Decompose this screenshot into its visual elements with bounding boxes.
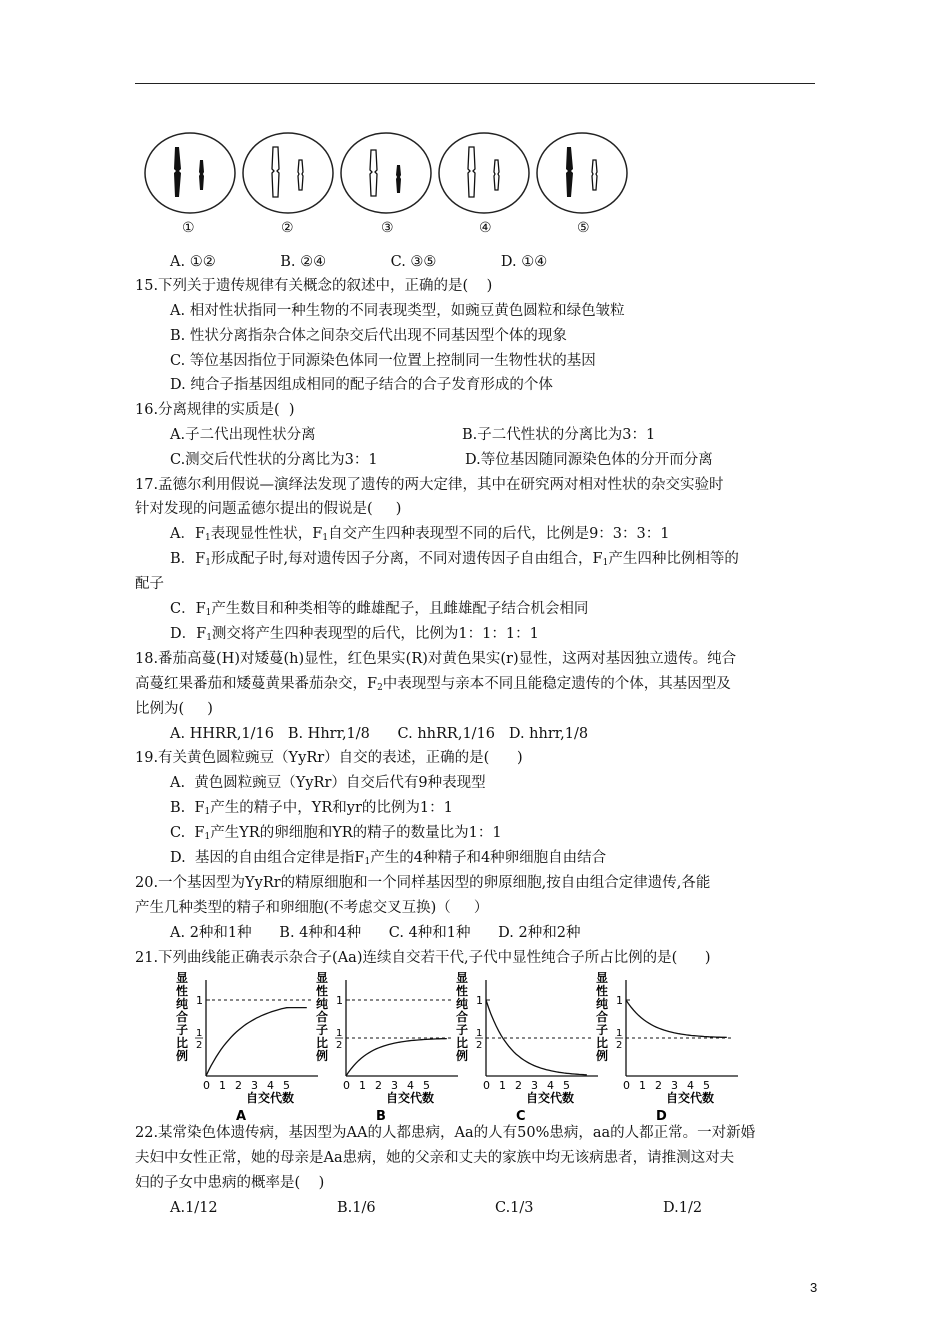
cell-5 <box>537 133 627 213</box>
y-axis-label-char: 合 <box>176 1010 189 1024</box>
y-axis-label-char: 显 <box>456 972 469 985</box>
x-tick-label: 2 <box>515 1079 522 1092</box>
x-axis-label: 自交代数 <box>666 1091 715 1105</box>
q18-stem-line3: 比例为( ) <box>135 701 213 717</box>
header-rule <box>135 83 815 84</box>
q19-option-a: A. 黄色圆粒豌豆（YyRr）自交后代有9种表现型 <box>170 775 486 791</box>
cell-1 <box>145 133 235 213</box>
x-tick-label: 4 <box>547 1079 554 1092</box>
q17-option-a: A．$F_1$表现显性性状，$F_1$自交产生四种表现型不同的后代，比例是9：3：3：1 <box>170 526 670 543</box>
q22-option-c: C.1/3 <box>495 1200 534 1216</box>
y-axis-label-char: 比 <box>176 1036 189 1050</box>
y-axis-label-char: 例 <box>456 1049 469 1063</box>
q22-stem-line3: 妇的子女中患病的概率是( ) <box>135 1175 325 1191</box>
x-axis-label: 自交代数 <box>386 1091 435 1105</box>
panel-label: B <box>376 1109 386 1122</box>
chart-panel-A <box>176 972 318 1122</box>
y-axis-label-char: 合 <box>316 1010 329 1024</box>
y-axis-label-char: 性 <box>176 984 189 998</box>
y-tick-half-denominator: 2 <box>196 1040 203 1051</box>
y-tick-label-1: 1 <box>476 994 483 1007</box>
x-tick-label: 2 <box>235 1079 242 1092</box>
q17-stem-line2: 针对发现的问题孟德尔提出的假说是( ) <box>135 501 402 517</box>
x-tick-label: 2 <box>655 1079 662 1092</box>
q21-charts <box>170 972 780 1122</box>
y-tick-half-denominator: 2 <box>476 1040 483 1051</box>
y-axis-label-char: 纯 <box>316 997 329 1011</box>
panel-label: C <box>516 1109 526 1122</box>
x-tick-label: 1 <box>359 1079 366 1092</box>
y-axis-label-char: 纯 <box>456 997 469 1011</box>
chart-panel-D <box>596 972 738 1122</box>
q22-option-b: B.1/6 <box>337 1200 376 1216</box>
q21-stem: 21.下列曲线能正确表示杂合子(Aa)连续自交若干代,子代中显性纯合子所占比例的是( ) <box>135 950 711 966</box>
y-tick-label-1: 1 <box>336 994 343 1007</box>
x-tick-label: 4 <box>407 1079 414 1092</box>
y-axis-label-char: 合 <box>456 1010 469 1024</box>
q16-option-b: B.子二代性状的分离比为3：1 <box>462 427 656 443</box>
q18-stem-line2: 高蔓红果番茄和矮蔓黄果番茄杂交，$F_2$中表现型与亲本不同且能稳定遗传的个体，其基因型及 <box>135 676 731 693</box>
y-axis-label-char: 子 <box>316 1023 329 1037</box>
x-tick-label: 5 <box>563 1079 570 1092</box>
y-axis-label-char: 纯 <box>596 997 609 1011</box>
cell-label-4: ④ <box>479 220 492 236</box>
panel-label: A <box>236 1109 247 1122</box>
cell-label-3: ③ <box>381 220 394 236</box>
x-tick-label: 1 <box>639 1079 646 1092</box>
q17-option-d: D．$F_1$测交将产生四种表现型的后代，比例为1：1：1：1 <box>170 626 539 643</box>
y-axis-label-char: 合 <box>596 1010 609 1024</box>
series-curve <box>486 1000 587 1075</box>
panel-label: D <box>656 1109 667 1122</box>
q19-option-d: D. 基因的自由组合定律是指$F_1$产生的4种精子和4种卵细胞自由结合 <box>170 850 607 867</box>
q16-option-a: A.子二代出现性状分离 <box>170 427 316 443</box>
x-tick-label: 4 <box>687 1079 694 1092</box>
q16-stem: 16.分离规律的实质是( ) <box>135 402 295 418</box>
x-tick-label: 1 <box>499 1079 506 1092</box>
q17-option-b-cont: 配子 <box>135 576 164 592</box>
y-axis-label-char: 比 <box>316 1036 329 1050</box>
q19-option-c: C. $F_1$产生YR的卵细胞和YR的精子的数量比为1：1 <box>170 825 502 842</box>
cell-label-2: ② <box>281 220 294 236</box>
cell-label-5: ⑤ <box>577 220 590 236</box>
y-tick-label-1: 1 <box>616 994 623 1007</box>
y-axis-label-char: 比 <box>456 1036 469 1050</box>
x-tick-label: 5 <box>283 1079 290 1092</box>
series-curve <box>206 1008 307 1076</box>
y-axis-label-char: 纯 <box>176 997 189 1011</box>
y-tick-half-denominator: 2 <box>336 1040 343 1051</box>
q18-stem-line1: 18.番茄高蔓(H)对矮蔓(h)显性，红色果实(R)对黄色果实(r)显性，这两对基因独立遗传。纯合 <box>135 651 737 667</box>
q22-option-d: D.1/2 <box>663 1200 703 1216</box>
chart-panel-C <box>456 972 598 1122</box>
x-tick-label: 5 <box>703 1079 710 1092</box>
q22-option-a: A.1/12 <box>170 1200 218 1216</box>
series-curve <box>626 1000 727 1037</box>
y-tick-half-numerator: 1 <box>616 1028 623 1039</box>
y-axis-label-char: 例 <box>316 1049 329 1063</box>
cell-2 <box>243 133 333 213</box>
y-tick-half-numerator: 1 <box>476 1028 483 1039</box>
q18-options: A. HHRR,1/16 B. Hhrr,1/8 C. hhRR,1/16 D. hhrr,1/8 <box>170 726 589 742</box>
y-tick-half-denominator: 2 <box>616 1040 623 1051</box>
q15-option-d: D. 纯合子指基因组成相同的配子结合的合子发育形成的个体 <box>170 377 553 393</box>
q16-option-c: C.测交后代性状的分离比为3：1 <box>170 452 378 468</box>
x-tick-label: 2 <box>375 1079 382 1092</box>
q15-option-b: B. 性状分离指杂合体之间杂交后代出现不同基因型个体的现象 <box>170 328 567 344</box>
y-axis-label-char: 子 <box>596 1023 609 1037</box>
q15-option-a: A. 相对性状指同一种生物的不同表现类型，如豌豆黄色圆粒和绿色皱粒 <box>170 303 625 319</box>
q20-stem-line2: 产生几种类型的精子和卵细胞(不考虑交叉互换)（ ） <box>135 900 489 916</box>
q14-options: A. ①② B. ②④ C. ③⑤ D. ①④ <box>170 254 548 270</box>
q20-stem-line1: 20.一个基因型为YyRr的精原细胞和一个同样基因型的卵原细胞,按自由组合定律遗传,各能 <box>135 875 711 891</box>
y-axis-label-char: 显 <box>176 972 189 985</box>
y-tick-label-1: 1 <box>196 994 203 1007</box>
series-curve <box>346 1039 447 1076</box>
q17-stem-line1: 17.孟德尔利用假说—演绎法发现了遗传的两大定律，其中在研究两对相对性状的杂交实验时 <box>135 477 724 493</box>
x-tick-label: 3 <box>671 1079 678 1092</box>
chart-panel-B <box>316 972 458 1122</box>
x-tick-label: 0 <box>483 1079 490 1092</box>
page-number: 3 <box>810 1280 818 1295</box>
q22-stem-line1: 22.某常染色体遗传病，基因型为AA的人都患病，Aa的人有50%患病，aa的人都正常。一对新婚 <box>135 1125 756 1141</box>
q19-stem: 19.有关黄色圆粒豌豆（YyRr）自交的表述，正确的是( ) <box>135 750 523 766</box>
y-axis-label-char: 显 <box>316 972 329 985</box>
q17-option-b: B．$F_1$形成配子时,每对遗传因子分离，不同对遗传因子自由组合，$F_1$产生四种比例相等的 <box>170 551 739 568</box>
y-tick-half-numerator: 1 <box>336 1028 343 1039</box>
q20-options: A. 2种和1种 B. 4种和4种 C. 4种和1种 D. 2种和2种 <box>170 925 581 941</box>
y-axis-label-char: 性 <box>316 984 329 998</box>
x-tick-label: 1 <box>219 1079 226 1092</box>
q17-option-c: C．$F_1$产生数目和种类相等的雌雄配子，且雌雄配子结合机会相同 <box>170 601 589 618</box>
x-tick-label: 0 <box>343 1079 350 1092</box>
cell-4 <box>439 133 529 213</box>
y-axis-label-char: 子 <box>176 1023 189 1037</box>
x-axis-label: 自交代数 <box>526 1091 575 1105</box>
x-tick-label: 3 <box>251 1079 258 1092</box>
x-axis-label: 自交代数 <box>246 1091 295 1105</box>
q15-option-c: C. 等位基因指位于同源染色体同一位置上控制同一生物性状的基因 <box>170 353 596 369</box>
y-axis-label-char: 例 <box>596 1049 609 1063</box>
y-axis-label-char: 显 <box>596 972 609 985</box>
x-tick-label: 0 <box>203 1079 210 1092</box>
x-tick-label: 3 <box>391 1079 398 1092</box>
cell-3 <box>341 133 431 213</box>
y-axis-label-char: 例 <box>176 1049 189 1063</box>
q19-option-b: B. $F_1$产生的精子中，YR和yr的比例为1：1 <box>170 800 453 817</box>
y-axis-label-char: 性 <box>596 984 609 998</box>
cell-label-1: ① <box>182 220 195 236</box>
y-tick-half-numerator: 1 <box>196 1028 203 1039</box>
q15-stem: 15.下列关于遗传规律有关概念的叙述中，正确的是( ) <box>135 278 493 294</box>
q22-stem-line2: 夫妇中女性正常，她的母亲是Aa患病，她的父亲和丈夫的家族中均无该病患者，请推测这对夫 <box>135 1150 735 1166</box>
y-axis-label-char: 子 <box>456 1023 469 1037</box>
x-tick-label: 5 <box>423 1079 430 1092</box>
x-tick-label: 0 <box>623 1079 630 1092</box>
y-axis-label-char: 性 <box>456 984 469 998</box>
q16-option-d: D.等位基因随同源染色体的分开而分离 <box>465 452 713 468</box>
y-axis-label-char: 比 <box>596 1036 609 1050</box>
x-tick-label: 4 <box>267 1079 274 1092</box>
x-tick-label: 3 <box>531 1079 538 1092</box>
